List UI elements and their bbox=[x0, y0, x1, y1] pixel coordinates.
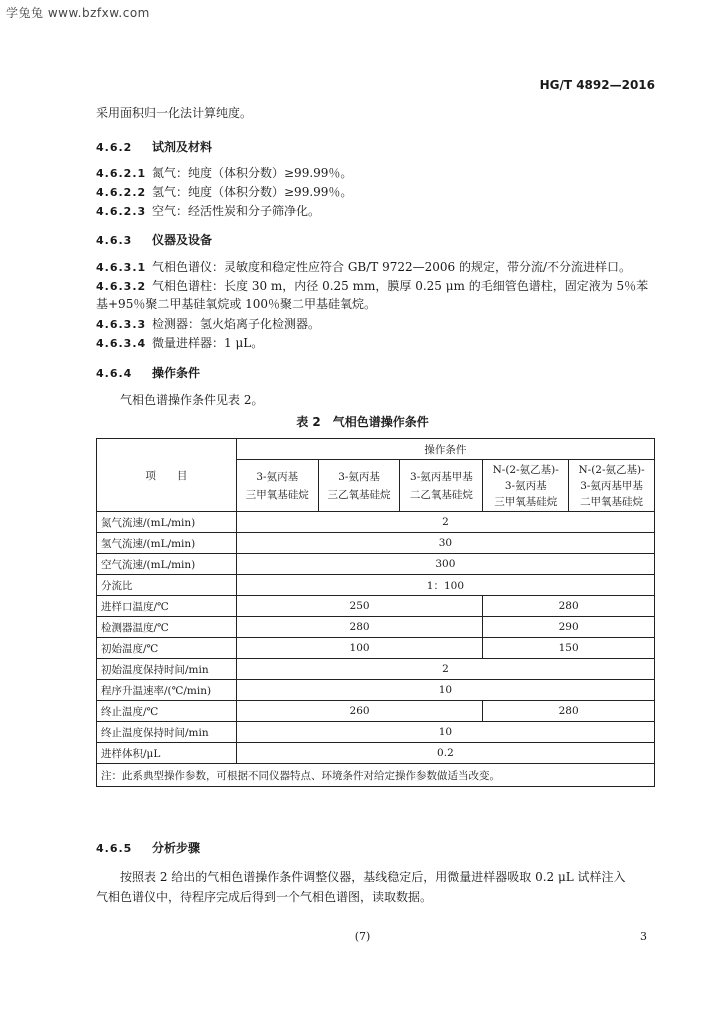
clause-number: 4.6.2.1 bbox=[96, 167, 147, 180]
row-label: 程序升温速率/(℃/min) bbox=[97, 680, 237, 701]
clause-4-6-3-2-cont: 基+95％聚二甲基硅氧烷或 100％聚二甲基硅氧烷。 bbox=[96, 297, 377, 311]
column-header: N-(2-氨乙基)- 3-氨丙基 三甲氧基硅烷 bbox=[483, 460, 569, 512]
row-value: 10 bbox=[236, 722, 654, 743]
intro-line: 采用面积归一化法计算纯度。 bbox=[96, 106, 253, 120]
section-4-6-2 bbox=[96, 138, 212, 157]
row-value-a: 260 bbox=[236, 701, 482, 722]
table-row bbox=[97, 659, 655, 680]
row-value: 0.2 bbox=[236, 743, 654, 764]
section-4-6-4-text: 气相色谱操作条件见表 2。 bbox=[120, 393, 264, 407]
table-row bbox=[97, 722, 655, 743]
table-row bbox=[97, 533, 655, 554]
section-title: 分析步骤 bbox=[152, 841, 201, 855]
row-value-a: 100 bbox=[236, 638, 482, 659]
row-label: 进样口温度/℃ bbox=[97, 596, 237, 617]
table-row bbox=[97, 743, 655, 764]
clause-text: 氢气：纯度（体积分数）≥99.99％。 bbox=[152, 185, 353, 199]
row-value: 2 bbox=[236, 512, 654, 533]
clause-text: 氮气：纯度（体积分数）≥99.99％。 bbox=[152, 166, 353, 180]
table-row bbox=[97, 617, 655, 638]
table-row bbox=[97, 575, 655, 596]
table-row bbox=[97, 680, 655, 701]
section-4-6-5-text-cont: 气相色谱仪中，待程序完成后得到一个气相色谱图，读取数据。 bbox=[96, 890, 433, 904]
row-value: 2 bbox=[236, 659, 654, 680]
section-4-6-3 bbox=[96, 231, 212, 250]
table-row bbox=[97, 512, 655, 533]
clause-number: 4.6.2.3 bbox=[96, 205, 147, 218]
section-number: 4.6.4 bbox=[96, 367, 133, 380]
column-header: 3-氨丙基 三甲氧基硅烷 bbox=[236, 460, 318, 512]
section-4-6-5 bbox=[96, 839, 200, 858]
column-header: 3-氨丙基甲基 二乙氧基硅烷 bbox=[400, 460, 483, 512]
section-title: 操作条件 bbox=[152, 366, 201, 380]
operating-conditions-table bbox=[96, 438, 655, 787]
clause-text: 气相色谱仪：灵敏度和稳定性应符合 GB/T 9722—2006 的规定，带分流/不分流进样口。 bbox=[152, 260, 632, 274]
watermark: 学兔兔 www.bzfxw.com bbox=[6, 6, 150, 20]
page-number: 3 bbox=[640, 930, 647, 943]
row-value-b: 280 bbox=[483, 701, 655, 722]
clause-4-6-3-1 bbox=[96, 258, 631, 277]
row-label: 初始温度/℃ bbox=[97, 638, 237, 659]
clause-number: 4.6.3.2 bbox=[96, 280, 147, 293]
footer-mark: (7) bbox=[354, 930, 371, 943]
section-number: 4.6.5 bbox=[96, 842, 133, 855]
clause-number: 4.6.2.2 bbox=[96, 186, 147, 199]
section-4-6-4 bbox=[96, 364, 200, 383]
section-title: 仪器及设备 bbox=[152, 233, 213, 247]
clause-4-6-2-2 bbox=[96, 183, 352, 202]
row-value: 10 bbox=[236, 680, 654, 701]
standard-number: HG/T 4892—2016 bbox=[539, 78, 655, 92]
table-row bbox=[97, 638, 655, 659]
row-value-a: 250 bbox=[236, 596, 482, 617]
table-row bbox=[97, 596, 655, 617]
clause-4-6-2-1 bbox=[96, 164, 352, 183]
clause-text: 空气：经活性炭和分子筛净化。 bbox=[152, 204, 321, 218]
row-label: 检测器温度/℃ bbox=[97, 617, 237, 638]
row-label: 终止温度保持时间/min bbox=[97, 722, 237, 743]
row-label: 终止温度/℃ bbox=[97, 701, 237, 722]
row-value-b: 290 bbox=[483, 617, 655, 638]
clause-number: 4.6.3.1 bbox=[96, 261, 147, 274]
row-label: 空气流速/(mL/min) bbox=[97, 554, 237, 575]
table-row bbox=[97, 701, 655, 722]
column-header: N-(2-氨乙基)- 3-氨丙基甲基 二甲氧基硅烷 bbox=[569, 460, 655, 512]
section-number: 4.6.3 bbox=[96, 234, 133, 247]
table-caption: 表 2 气相色谱操作条件 bbox=[296, 415, 429, 429]
column-header: 3-氨丙基 三乙氧基硅烷 bbox=[318, 460, 400, 512]
clause-number: 4.6.3.4 bbox=[96, 337, 147, 350]
row-label: 初始温度保持时间/min bbox=[97, 659, 237, 680]
row-value: 300 bbox=[236, 554, 654, 575]
clause-4-6-2-3 bbox=[96, 202, 320, 221]
row-label: 氮气流速/(mL/min) bbox=[97, 512, 237, 533]
clause-text: 气相色谱柱：长度 30 m，内径 0.25 mm，膜厚 0.25 μm 的毛细管色谱柱，固定液为 5％苯 bbox=[152, 279, 649, 293]
clause-4-6-3-2 bbox=[96, 277, 648, 296]
clause-text: 微量进样器：1 μL。 bbox=[152, 336, 264, 350]
clause-text: 检测器：氢火焰离子化检测器。 bbox=[152, 317, 321, 331]
row-label: 进样体积/μL bbox=[97, 743, 237, 764]
group-header: 操作条件 bbox=[236, 439, 654, 460]
row-value-b: 280 bbox=[483, 596, 655, 617]
row-value-a: 280 bbox=[236, 617, 482, 638]
row-value: 1：100 bbox=[236, 575, 654, 596]
clause-4-6-3-3 bbox=[96, 315, 320, 334]
clause-4-6-3-4 bbox=[96, 334, 263, 353]
item-header: 项 目 bbox=[97, 439, 237, 512]
table-row bbox=[97, 554, 655, 575]
clause-number: 4.6.3.3 bbox=[96, 318, 147, 331]
row-value-b: 150 bbox=[483, 638, 655, 659]
table-note: 注：此系典型操作参数，可根据不同仪器特点、环境条件对给定操作参数做适当改变。 bbox=[97, 764, 655, 787]
section-4-6-5-text: 按照表 2 给出的气相色谱操作条件调整仪器，基线稳定后，用微量进样器吸取 0.2 μL 试样注入 bbox=[120, 870, 626, 884]
section-title: 试剂及材料 bbox=[152, 140, 213, 154]
row-label: 氢气流速/(mL/min) bbox=[97, 533, 237, 554]
row-value: 30 bbox=[236, 533, 654, 554]
section-number: 4.6.2 bbox=[96, 141, 133, 154]
row-label: 分流比 bbox=[97, 575, 237, 596]
